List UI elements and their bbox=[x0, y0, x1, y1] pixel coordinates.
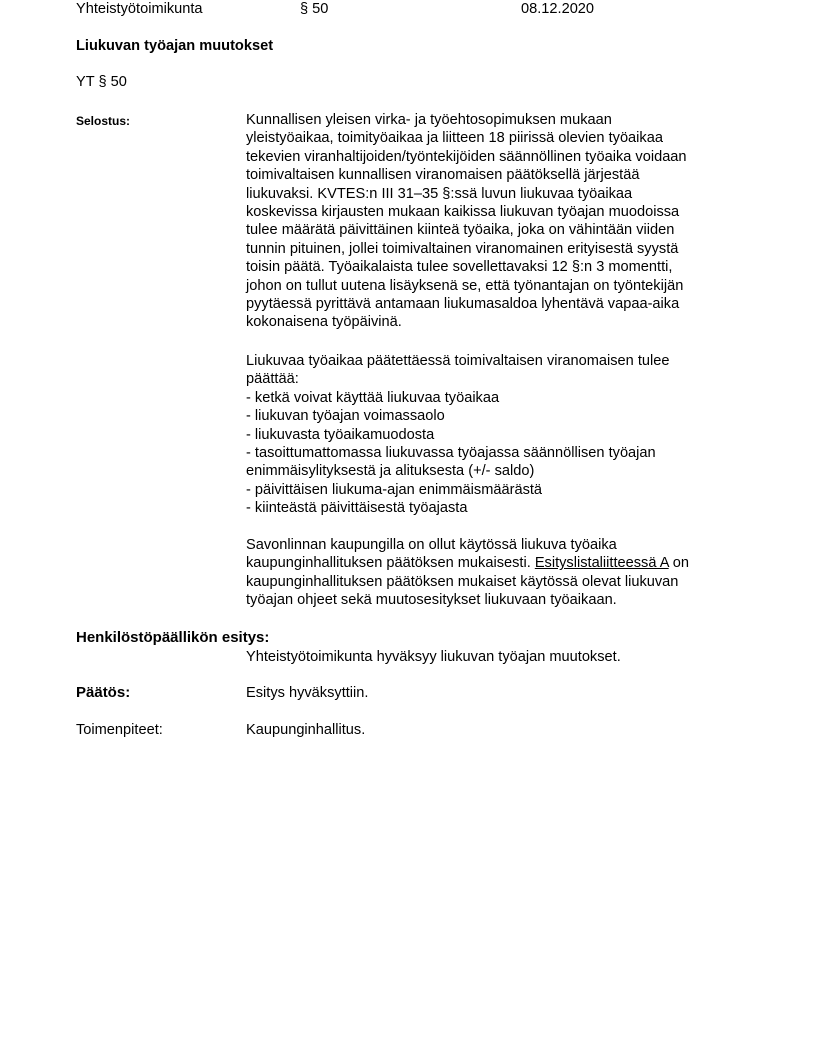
actions-label: Toimenpiteet: bbox=[76, 722, 163, 738]
text-segment: on bbox=[668, 555, 689, 572]
text-line: kaupunginhallituksen päätöksen mukaiset käytössä olevat liukuvan bbox=[246, 573, 679, 590]
text-line: tulee määrätä päivittäinen kiinteä työaika, joka on vähintään viiden bbox=[246, 222, 675, 239]
text-line: tekevien viranhaltijoiden/työntekijöiden säännöllinen työaika voidaan bbox=[246, 148, 687, 165]
text-line: pyytäessä pyrittävä antamaan liukumasaldoa lyhentävä vapaa-aika bbox=[246, 296, 680, 313]
text-line: toisin päätä. Työaikalaista tulee sovellettavaksi 12 §:n 3 momentti, bbox=[246, 259, 673, 276]
decision-text: Esitys hyväksyttiin. bbox=[246, 685, 369, 701]
text-line: päättää: bbox=[246, 371, 299, 388]
list-item: - kiinteästä päivittäisestä työajasta bbox=[246, 500, 468, 517]
actions-text: Kaupunginhallitus. bbox=[246, 722, 366, 738]
text-line: enimmäisylityksestä ja alituksesta (+/- saldo) bbox=[246, 463, 535, 480]
header-section: § 50 bbox=[300, 1, 329, 17]
header-date: 08.12.2020 bbox=[521, 1, 595, 17]
proposal-text: Yhteistyötoimikunta hyväksyy liukuvan työajan muutokset. bbox=[246, 649, 621, 665]
text-line: toimivaltaisen kunnallisen viranomaisen päätöksellä järjestää bbox=[246, 167, 640, 184]
text-line: johon on tullut uutena lisäyksenä se, että työnantajan on työntekijän bbox=[246, 277, 684, 294]
document-title: Liukuvan työajan muutokset bbox=[76, 38, 274, 54]
selostus-paragraph-3 bbox=[246, 536, 766, 610]
list-item: - päivittäisen liukuma-ajan enimmäismäärästä bbox=[246, 481, 543, 498]
selostus-paragraph-2 bbox=[246, 352, 766, 518]
text-line: yleistyöaikaa, toimityöaikaa ja liitteen 18 piirissä olevien työaikaa bbox=[246, 130, 663, 147]
text-line: Liukuvaa työaikaa päätettäessä toimivaltaisen viranomaisen tulee bbox=[246, 353, 670, 369]
text-line: kokonaisena työpäivinä. bbox=[246, 314, 402, 331]
list-item: - liukuvan työajan voimassaolo bbox=[246, 408, 445, 425]
proposal-label: Henkilöstöpäällikön esitys: bbox=[76, 629, 270, 646]
text-line: liukuvaksi. KVTES:n III 31–35 §:ssä luvun liukuvaa työaikaa bbox=[246, 185, 633, 202]
selostus-paragraph-1 bbox=[246, 111, 766, 332]
reference: YT § 50 bbox=[76, 74, 127, 90]
list-item: - liukuvasta työaikamuodosta bbox=[246, 426, 435, 443]
text-line: koskevissa kirjausten mukaan kaikissa liukuvan työajan muodoissa bbox=[246, 204, 680, 221]
text-line: työajan ohjeet sekä muutosesitykset liukuvaan työaikaan. bbox=[246, 592, 617, 609]
text-line: tunnin pituinen, jollei toimivaltainen viranomainen erityisestä syystä bbox=[246, 240, 679, 257]
text-line: Savonlinnan kaupungilla on ollut käytössä liukuva työaika bbox=[246, 537, 617, 553]
text-line: Kunnallisen yleisen virka- ja työehtosopimuksen mukaan bbox=[246, 112, 612, 128]
selostus-label: Selostus: bbox=[76, 114, 131, 128]
list-item: - ketkä voivat käyttää liukuvaa työaikaa bbox=[246, 389, 500, 406]
text-line bbox=[246, 554, 766, 572]
attachment-link[interactable]: Esityslistaliitteessä A bbox=[534, 555, 669, 572]
decision-label: Päätös: bbox=[76, 684, 131, 701]
list-item: - tasoittumattomassa liukuvassa työajassa säännöllisen työajan bbox=[246, 445, 656, 462]
header-body: Yhteistyötoimikunta bbox=[76, 1, 203, 17]
text-segment: kaupunginhallituksen päätöksen mukaisesti. bbox=[246, 555, 535, 572]
